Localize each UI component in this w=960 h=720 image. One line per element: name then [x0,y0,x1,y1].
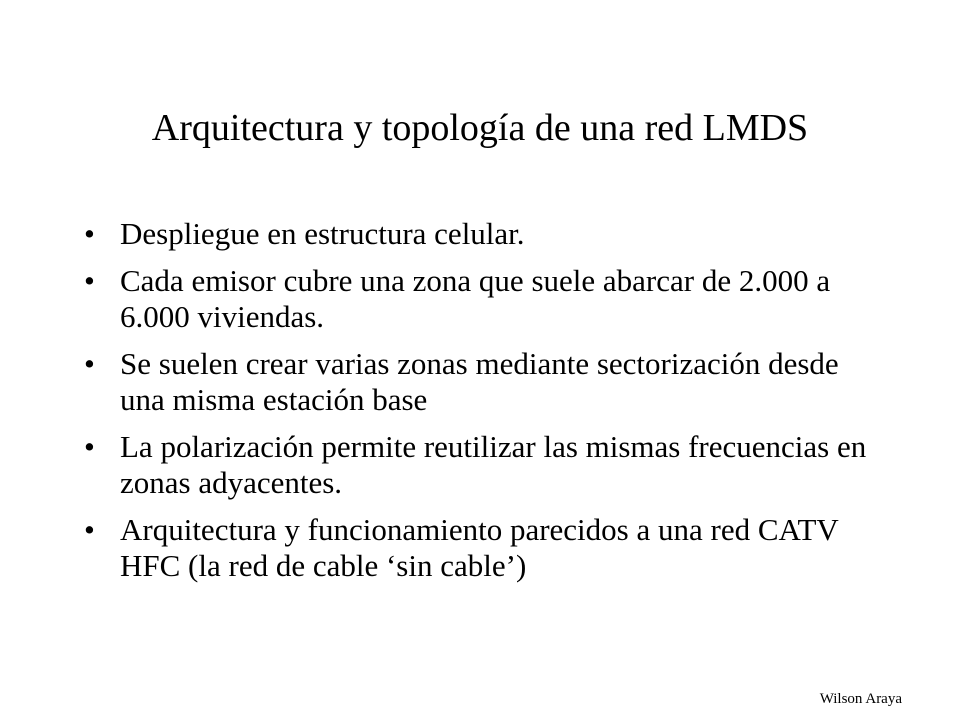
bullet-item [80,512,880,584]
bullet-text: Arquitectura y funcionamiento parecidos a una red CATV HFC (la red de cable ‘sin cable’) [120,512,839,583]
bullet-marker: • [84,346,95,381]
bullet-list [80,216,880,595]
slide-title: Arquitectura y topología de una red LMDS [151,107,809,149]
bullet-item [80,216,880,252]
bullet-marker: • [84,216,95,251]
bullet-marker: • [84,429,95,464]
bullet-item [80,263,880,335]
bullet-text: Cada emisor cubre una zona que suele abarcar de 2.000 a 6.000 viviendas. [120,263,831,334]
bullet-item [80,346,880,418]
bullet-marker: • [84,263,95,298]
bullet-text: La polarización permite reutilizar las mismas frecuencias en zonas adyacentes. [120,429,867,500]
bullet-marker: • [84,512,95,547]
bullet-text: Despliegue en estructura celular. [120,216,525,251]
bullet-text: Se suelen crear varias zonas mediante sectorización desde una misma estación base [120,346,839,417]
footer-author: Wilson Araya [819,691,902,707]
bullet-item [80,429,880,501]
